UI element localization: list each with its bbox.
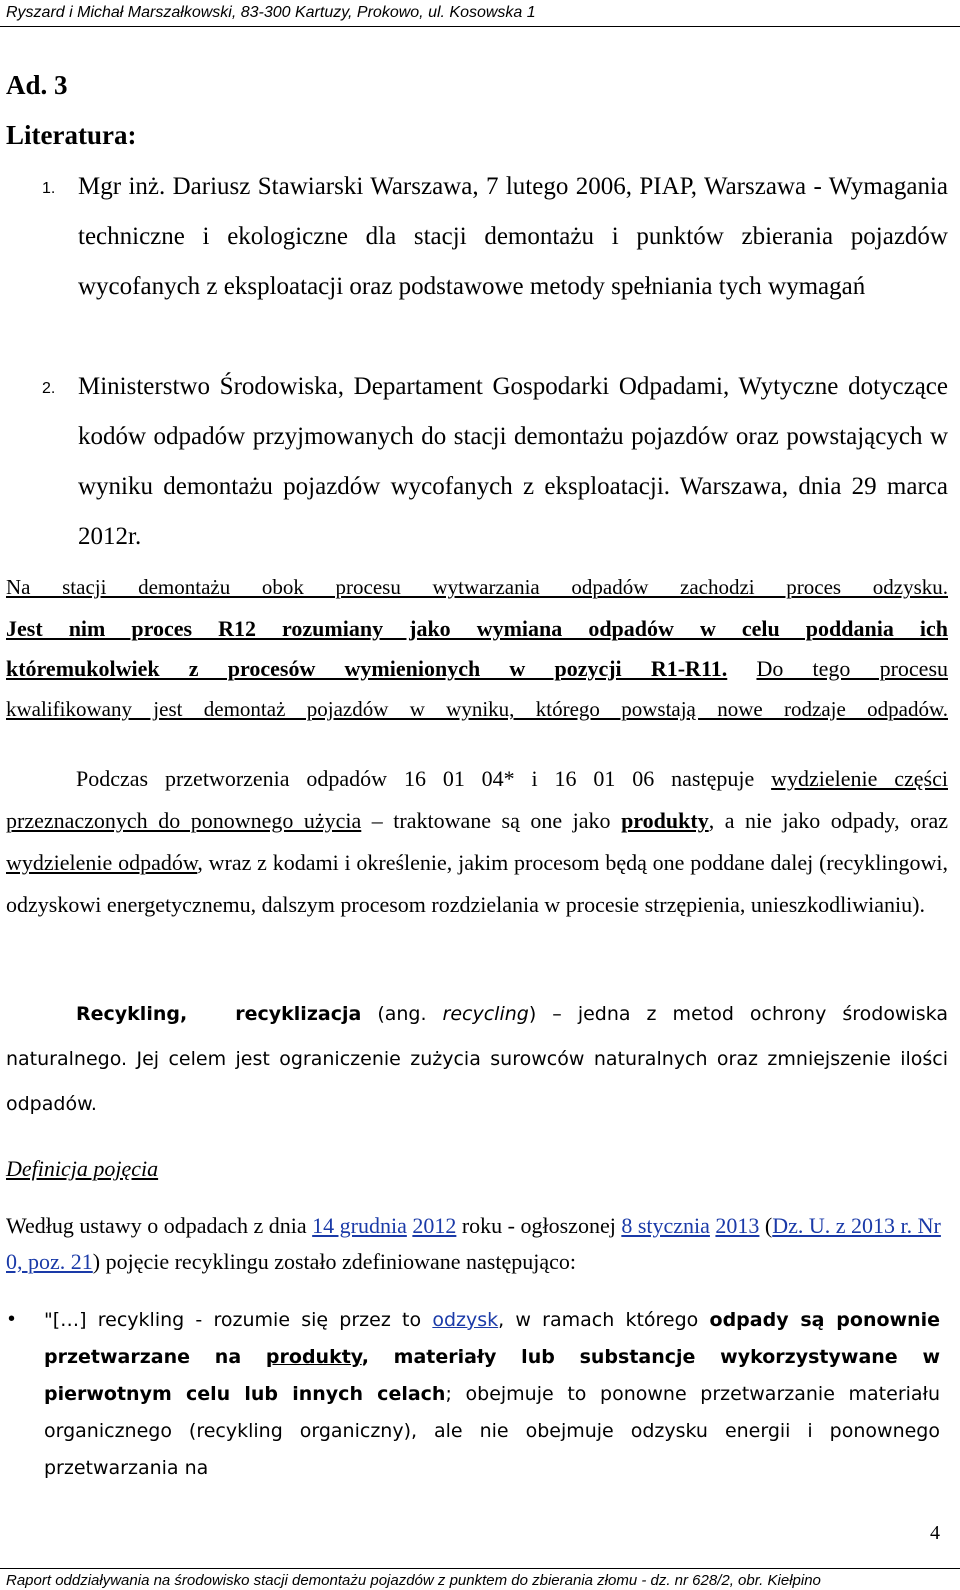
page-header: Ryszard i Michał Marszałkowski, 83-300 Kartuzy, Prokowo, ul. Kosowska 1 [6,4,536,21]
literature-item-number-2: 2. [42,380,56,397]
processing-text-2: – traktowane są one jako [361,808,622,833]
law-text-1: Według ustawy o odpadach z dnia [6,1213,313,1238]
bullet-icon: • [8,1308,16,1330]
law-text-5: ( [759,1213,773,1238]
quote-bold-1: odpady są ponownie przetwarzane na [44,1309,940,1368]
recycling-bold-2: recyklizacja [235,1003,362,1025]
link-14-grudnia[interactable]: 14 grudnia [312,1213,407,1238]
footer-rule [0,1568,960,1569]
recycling-text-1: (ang. [361,1003,443,1025]
header-rule [0,26,960,27]
literature-item-2: Ministerstwo Środowiska, Departament Gospodarki Odpadami, Wytyczne dotyczące kodów odpadów przyjmowanych do stacji demontażu pojazdów oraz powstających w wyniku demontażu pojazdów wycofanych z eksploatacji. Warszawa, dnia 29 marca 2012r. [78,373,948,550]
recycling-italic: recycling [442,1003,529,1025]
law-text-6: ) pojęcie recyklingu zostało zdefiniowane następująco: [92,1249,576,1274]
recycling-paragraph [6,992,948,1127]
quote-text-2: , w ramach którego [498,1309,710,1331]
processing-bold-products: produkty [621,808,709,833]
recovery-line-3: kwalifikowany jest demontaż pojazdów w wyniku, którego powstają nowe rodzaje odpadów. [6,697,948,721]
law-paragraph [6,1208,948,1280]
quote-bold-2: , materiały lub substancje wykorzystywane w pierwotnym celu lub innych celach [44,1346,940,1405]
law-text-3: roku - ogłoszonej [456,1213,622,1238]
processing-underline-1: wydzielenie części przeznaczonych do ponownego użycia [6,766,948,833]
link-8-stycznia[interactable]: 8 stycznia [621,1213,710,1238]
literature-item-number-1: 1. [42,180,56,197]
definition-heading: Definicja pojęcia [6,1156,159,1181]
section-title: Ad. 3 [6,70,68,100]
processing-paragraph [6,758,948,926]
recovery-tail: Do tego procesu [756,656,949,681]
page-number: 4 [930,1522,940,1544]
quote-text-1: "[…] recykling - rozumie się przez to [44,1309,433,1331]
literature-item-1: Mgr inż. Dariusz Stawiarski Warszawa, 7 lutego 2006, PIAP, Warszawa - Wymagania techniczne i ekologiczne dla stacji demontażu i punktów zbierania pojazdów wycofanych z eksploatacji oraz podstawowe metody spełniania tych wymagań [78,173,948,300]
recycling-bold-1: Recykling, [76,1003,188,1025]
quote-text-3: ; obejmuje to ponowne przetwarzanie materiału organicznego (recykling organiczny), ale nie obejmuje odzysku energii i ponownego przetwarzania na [44,1383,940,1479]
link-odzysk[interactable]: odzysk [432,1309,499,1331]
processing-text-3: , a nie jako odpady, oraz [708,808,948,833]
page-footer: Raport oddziaływania na środowisko stacji demontażu pojazdów z punktem do zbierania złomu - dz. nr 628/2, obr. Kiełpino [6,1572,821,1589]
link-dz-u[interactable]: Dz. U. z 2013 r. Nr 0, poz. 21 [6,1213,941,1274]
recovery-bold-2: któremukolwiek z procesów wymienionych w pozycji R1-R11. [6,656,728,681]
recycling-text-2: ) – jedna z metod ochrony środowiska naturalnego. Jej celem jest ograniczenie zużycia surowców naturalnych oraz zmniejszenie ilości odpadów. [6,1003,948,1115]
processing-underline-2: wydzielenie odpadów [6,850,198,875]
processing-text-1: Podczas przetworzenia odpadów 16 01 04* i 16 01 06 następuje [76,766,772,791]
recovery-paragraph [6,572,948,724]
recovery-bold-1: Jest nim proces R12 rozumiany jako wymiana odpadów w celu poddania ich [6,616,948,641]
processing-text-4: , wraz z kodami i określenie, jakim procesom będą one poddane dalej (recyklingowi, odzyskowi energetycznemu, dalszym procesom rozdzielania w procesie strzępienia, unieszkodliwianiu). [6,850,948,917]
link-2012[interactable]: 2012 [412,1213,457,1238]
quote-bold-products: produkty [265,1346,362,1368]
quote-paragraph [44,1302,940,1487]
link-2013[interactable]: 2013 [715,1213,760,1238]
recovery-line-1: Na stacji demontażu obok procesu wytwarzania odpadów zachodzi proces odzysku. [6,575,948,599]
literature-heading: Literatura: [6,120,137,150]
